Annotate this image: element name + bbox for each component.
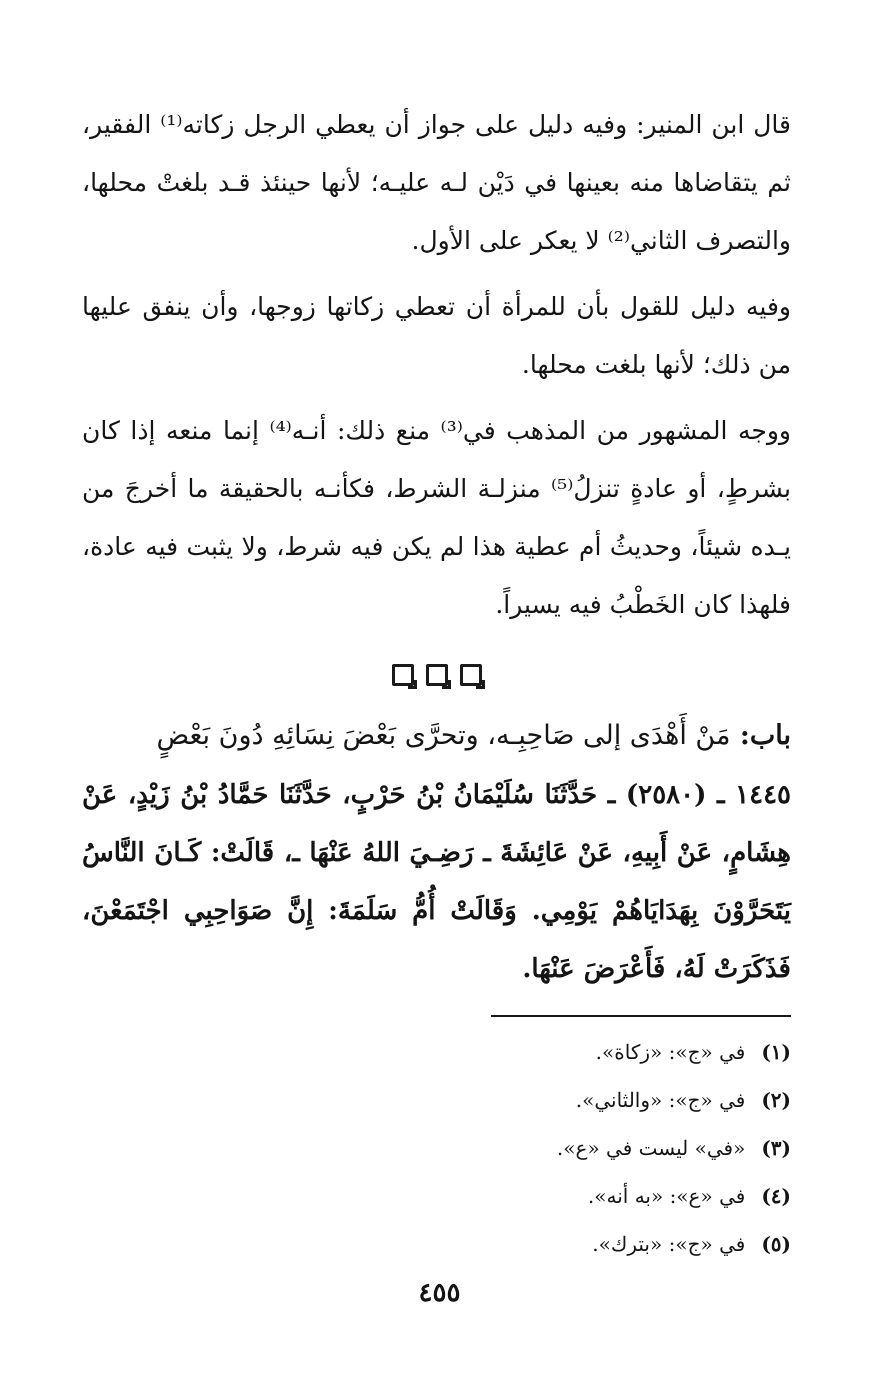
- footnote-text: في «ج»: «زكاة».: [595, 1040, 746, 1064]
- footnote-number: (١): [761, 1040, 791, 1064]
- square-ornament-icon: [460, 664, 482, 686]
- footnote-text: «في» ليست في «ع».: [556, 1136, 746, 1160]
- footnotes-list: [557, 1028, 791, 1268]
- footnote-item: [557, 1172, 791, 1220]
- square-ornament-icon: [426, 664, 448, 686]
- footnote-number: (٣): [761, 1136, 791, 1160]
- body-paragraph-2: وفيه دليل للقول بأن للمرأة أن تعطي زكاتها زوجها، وأن ينفق عليها من ذلك؛ لأنها بلغت محلها.: [82, 292, 791, 379]
- footnote-text: في «ج»: «بترك».: [592, 1232, 746, 1256]
- footnote-number: (٢): [761, 1088, 791, 1112]
- chapter-title: مَنْ أَهْدَى إلى صَاحِبِـه، وتحرَّى بَعْضَ نِسَائِهِ دُونَ بَعْضٍ: [156, 720, 731, 751]
- footnote-text: في «ج»: «والثاني».: [575, 1088, 746, 1112]
- footnote-item: [557, 1076, 791, 1124]
- body-paragraph-3: ووجه المشهور من المذهب في⁽³⁾ منع ذلك: أنـه⁽⁴⁾ إنما منعه إذا كان بشرطٍ، أو عادةٍ تنزلُ⁽⁵⁾ منزلـة الشرط، فكأنـه بالحقيقة ما أخرجَ من يـده شيئاً، وحديثُ أم عطية هذا لم يكن فيه شرط، ولا يثبت فيه عادة، فلهذا كان الخَطْبُ فيه يسيراً.: [82, 416, 791, 619]
- chapter-heading: [82, 706, 791, 766]
- body-paragraph-1: قال ابن المنير: وفيه دليل على جواز أن يعطي الرجل زكاته⁽¹⁾ الفقير، ثم يتقاضاها منه بعينها في دَيْن لـه عليـه؛ لأنها حينئذ قـد بلغتْ محلها، والتصرف الثاني⁽²⁾ لا يعكر على الأول.: [82, 110, 791, 255]
- hadith-text: ١٤٤٥ ـ (٢٥٨٠) ـ حَدَّثَنَا سُلَيْمَانُ بْنُ حَرْبٍ، حَدَّثَنَا حَمَّادُ بْنُ زَيْدٍ، عَنْ هِشَامٍ، عَنْ أَبِيهِ، عَنْ عَائِشَةَ ـ رَضِـيَ اللهُ عَنْهَا ـ، قَالَتْ: كَـانَ النَّاسُ يَتَحَرَّوْنَ بِهَدَايَاهُمْ يَوْمِي. وَقَالَتْ أُمُّ سَلَمَةَ: إِنَّ صَوَاحِبِي اجْتَمَعْنَ، فَذَكَرَتْ لَهُ، فَأَعْرَضَ عَنْهَا.: [82, 780, 791, 984]
- footnote-item: [557, 1220, 791, 1268]
- page-number: ٤٥٥: [418, 1278, 461, 1308]
- footnote-number: (٤): [761, 1184, 791, 1208]
- section-divider-ornament: [82, 664, 791, 686]
- square-ornament-icon: [392, 664, 414, 686]
- footnote-item: [557, 1028, 791, 1076]
- footnote-item: [557, 1124, 791, 1172]
- page-body: [82, 96, 791, 998]
- footnote-text: في «ع»: «به أنه».: [587, 1184, 746, 1208]
- footnote-divider: [491, 1015, 791, 1017]
- chapter-lead: باب:: [739, 720, 791, 751]
- footnote-number: (٥): [761, 1232, 791, 1256]
